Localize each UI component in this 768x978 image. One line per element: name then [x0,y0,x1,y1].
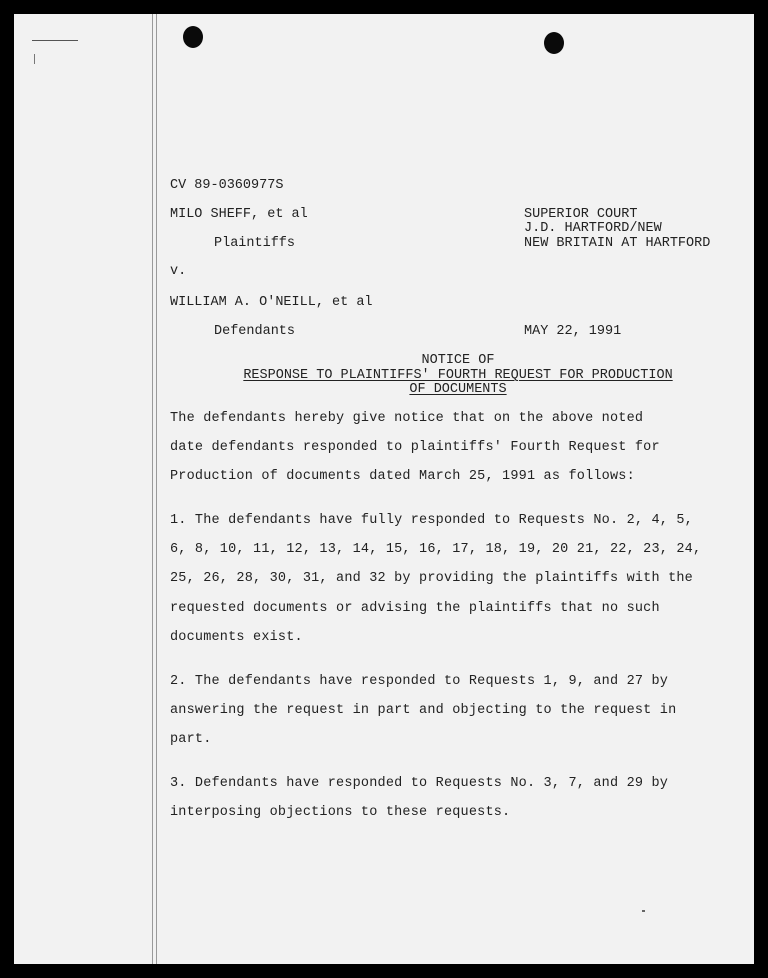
scan-speck [642,910,645,912]
item1-line: 25, 26, 28, 30, 31, and 32 by providing the plaintiffs with the [170,571,693,586]
margin-line [152,14,153,964]
intro-line: Production of documents dated March 25, 1991 as follows: [170,469,635,484]
scan-mark [34,54,35,64]
defendant-role: Defendants [214,324,296,339]
title-line-2: RESPONSE TO PLAINTIFFS' FOURTH REQUEST FOR PRODUCTION [243,368,673,383]
plaintiff-name: MILO SHEFF, et al [170,207,308,222]
item1-line: 1. The defendants have fully responded to Requests No. 2, 4, 5, [170,513,693,528]
item2-line: answering the request in part and objecting to the request in [170,703,677,718]
item3-line: interposing objections to these requests. [170,805,511,820]
intro-line: The defendants hereby give notice that on the above noted [170,411,644,426]
defendant-name: WILLIAM A. O'NEILL, et al [170,295,373,310]
item2-line: 2. The defendants have responded to Requests 1, 9, and 27 by [170,674,669,689]
court-line-3: NEW BRITAIN AT HARTFORD [524,236,711,251]
punch-hole [544,32,564,54]
case-number: CV 89-0360977S [170,178,284,193]
intro-line: date defendants responded to plaintiffs' Fourth Request for [170,440,660,455]
punch-hole [183,26,203,48]
plaintiff-role: Plaintiffs [214,236,296,251]
document-page [14,14,754,964]
item1-line: documents exist. [170,630,303,645]
item1-line: requested documents or advising the plaintiffs that no such [170,601,660,616]
versus: v. [170,264,187,279]
court-line-1: SUPERIOR COURT [524,207,638,222]
title-line-3: OF DOCUMENTS [409,382,507,397]
court-line-2: J.D. HARTFORD/NEW [524,221,662,236]
item1-line: 6, 8, 10, 11, 12, 13, 14, 15, 16, 17, 18, 19, 20 21, 22, 23, 24, [170,542,702,557]
item2-line: part. [170,732,212,747]
margin-line [156,14,157,964]
notice-date: MAY 22, 1991 [524,324,622,339]
title-line-1: NOTICE OF [421,353,495,368]
item3-line: 3. Defendants have responded to Requests No. 3, 7, and 29 by [170,776,669,791]
scan-mark [32,40,78,41]
